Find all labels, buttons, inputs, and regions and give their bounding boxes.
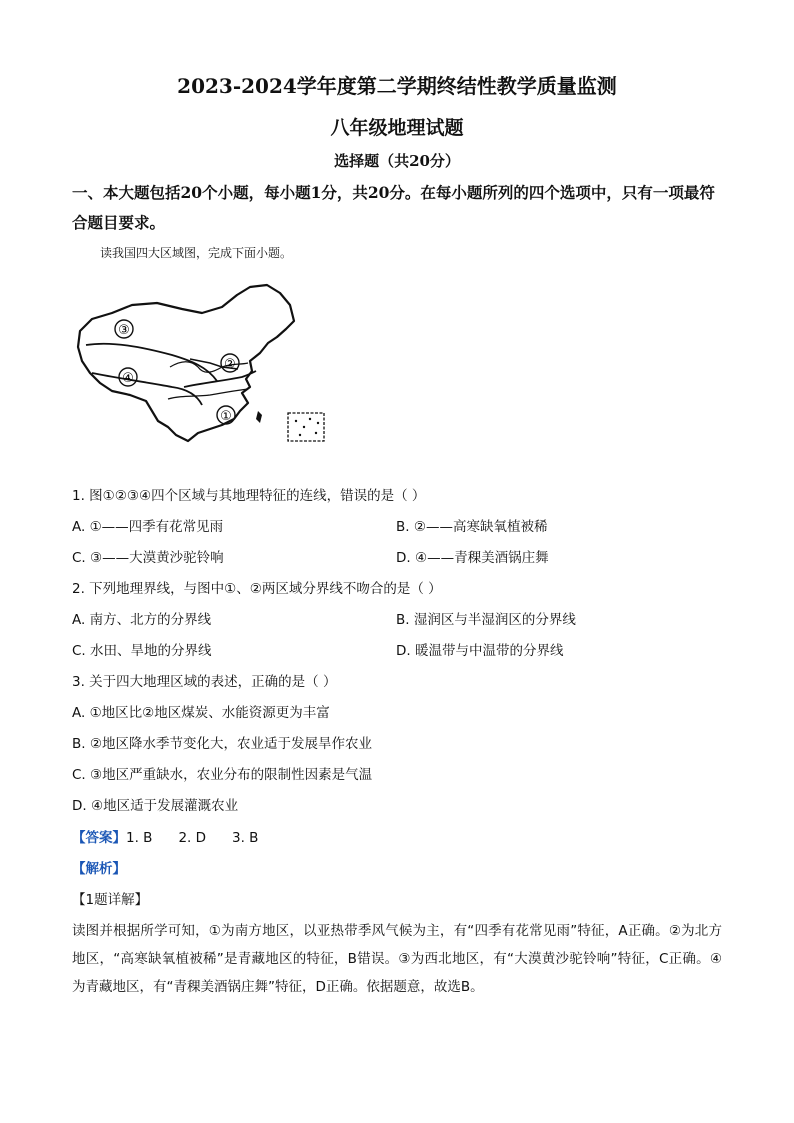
question-2-option-d: D. 暖温带与中温带的分界线 — [396, 643, 564, 659]
south-china-sea-inset — [288, 413, 324, 441]
question-3-stem: 3. 关于四大地理区域的表述，正确的是（ ） — [72, 674, 337, 690]
question-3-option-d: D. ④地区适于发展灌溉农业 — [72, 798, 239, 814]
question-intro: 读我国四大区域图，完成下面小题。 — [100, 246, 293, 260]
question-2-option-b: B. 湿润区与半湿润区的分界线 — [396, 612, 576, 628]
question-1-option-a: A. ①——四季有花常见雨 — [72, 519, 224, 535]
question-1-option-c: C. ③——大漠黄沙驼铃响 — [72, 550, 224, 566]
question-2-option-a: A. 南方、北方的分界线 — [72, 612, 212, 628]
answer-line — [72, 826, 284, 846]
question-1-stem: 1. 图①②③④四个区域与其地理特征的连线，错误的是（ ） — [72, 488, 426, 504]
region-label-3 — [115, 320, 133, 338]
answer-value: 3. B — [232, 830, 259, 846]
question-3-option-a: A. ①地区比②地区煤炭、水能资源更为丰富 — [72, 705, 330, 721]
answer-value: 2. D — [178, 830, 207, 846]
exam-subtitle: 八年级地理试题 — [330, 117, 464, 139]
region-label-1-text: ① — [220, 409, 232, 424]
question-2-stem: 2. 下列地理界线，与图中①、②两区域分界线不吻合的是（ ） — [72, 581, 442, 597]
region-label-4-text: ④ — [122, 371, 134, 386]
question-1-option-b: B. ②——高寒缺氧植被稀 — [396, 519, 548, 535]
answer-value: 1. B — [126, 830, 153, 846]
yangtze-river — [168, 389, 248, 399]
analysis-label: 【解析】 — [72, 861, 126, 877]
question-1-option-d: D. ④——青稞美酒锅庄舞 — [396, 550, 549, 566]
section-instruction: 一、本大题包括20个小题，每小题1分，共20分。在每小题所列的四个选项中，只有一项最符合题目要求。 — [72, 183, 715, 232]
exam-title: 2023-2024学年度第二学期终结性教学质量监测 — [177, 74, 617, 98]
taiwan-island — [256, 411, 262, 423]
region-label-4 — [119, 368, 137, 386]
question-3-option-c: C. ③地区严重缺水，农业分布的限制性因素是气温 — [72, 767, 373, 783]
question-2-option-c: C. 水田、旱地的分界线 — [72, 643, 212, 659]
china-regions-map — [72, 283, 342, 443]
region-label-1 — [217, 406, 235, 424]
region-label-2-text: ② — [224, 357, 236, 372]
detail-paragraph: 读图并根据所学可知，①为南方地区，以亚热带季风气候为主，有“四季有花常见雨”特征，A正确。②为北方地区，“高寒缺氧植被稀”是青藏地区的特征，B错误。③为西北地区，有“大漠黄沙驼铃响”特征，C正确。④为青藏地区，有“青稞美酒锅庄舞”特征，D正确。依据题意，故选B。 — [72, 923, 722, 995]
question-3-option-b: B. ②地区降水季节变化大，农业适于发展旱作农业 — [72, 736, 372, 752]
region-label-2 — [221, 354, 239, 372]
china-outline — [78, 285, 294, 441]
region-label-3-text: ③ — [118, 323, 130, 338]
answer-label: 【答案】 — [72, 830, 126, 846]
detail-heading: 【1题详解】 — [72, 892, 149, 908]
part-heading: 选择题（共20分） — [334, 152, 460, 170]
